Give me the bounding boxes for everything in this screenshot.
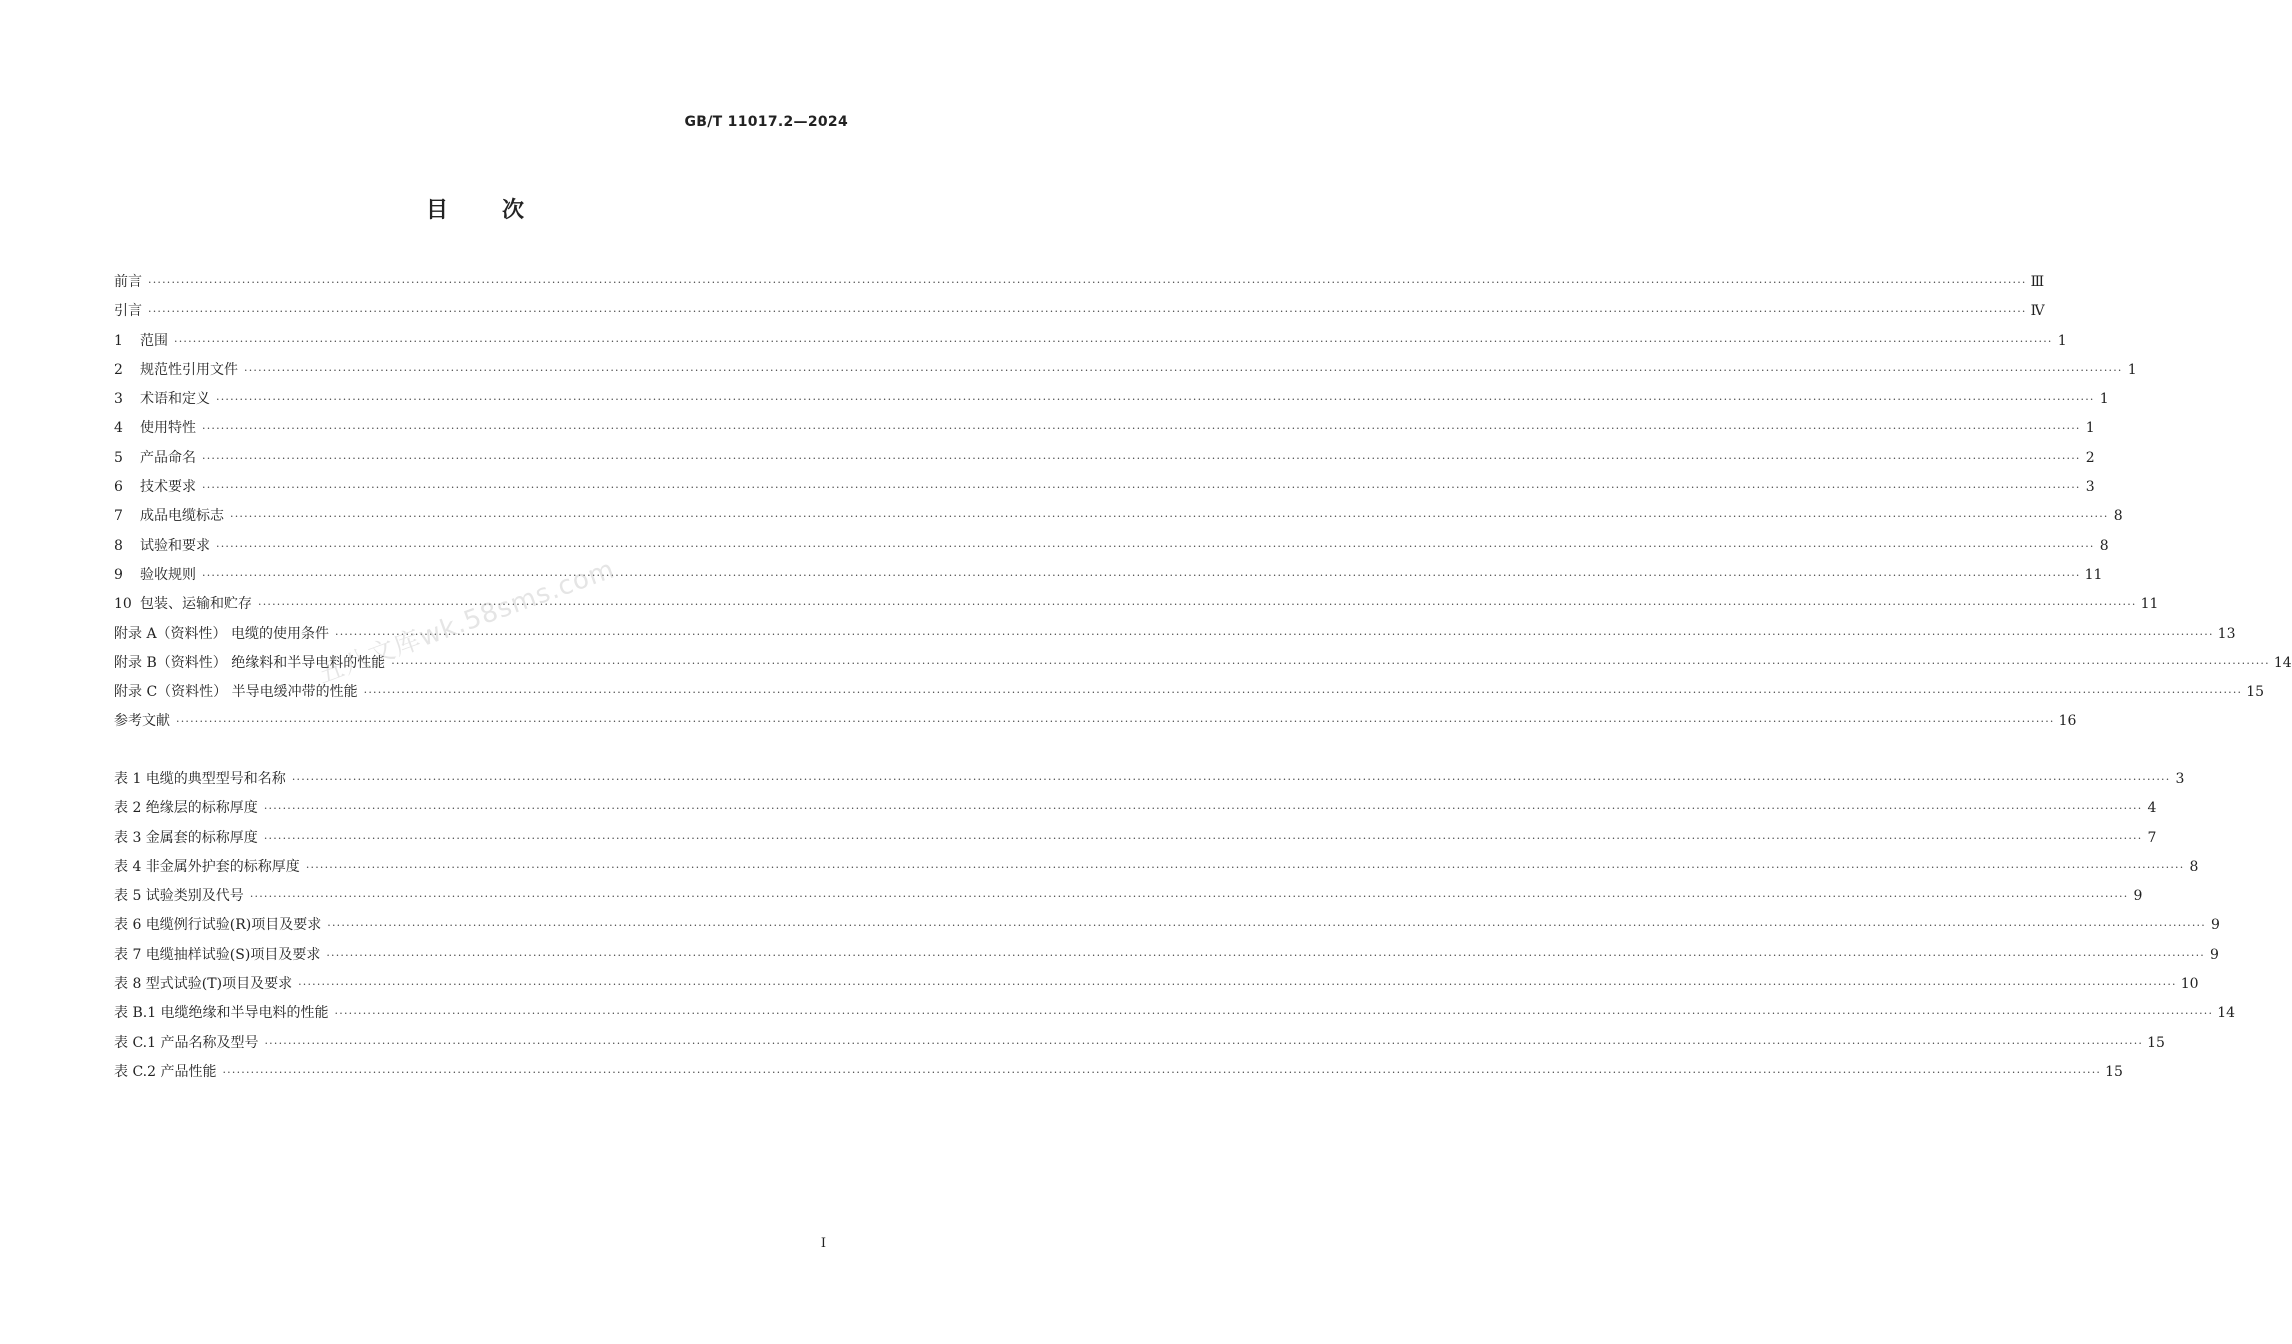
toc-entry[interactable] — [114, 710, 2077, 739]
toc-entry[interactable] — [114, 564, 2103, 593]
table-entry-title: 表 6 电缆例行试验(R)项目及要求 — [114, 917, 322, 934]
toc-entry[interactable] — [114, 271, 2045, 300]
toc-entry-title: 前言 — [114, 274, 142, 290]
dot-leader: ················································································································································································································································································································································································································ — [327, 919, 2206, 933]
table-entry-title: 表 5 试验类别及代号 — [114, 888, 244, 905]
toc-entry-title: 范围 — [140, 332, 168, 349]
toc-entry-title: 附录 C（资料性） 半导电缓冲带的性能 — [114, 684, 358, 701]
dot-leader: ················································································································································································································································································································································································································ — [148, 305, 2027, 319]
toc-entry[interactable] — [114, 535, 2109, 564]
dot-leader: ················································································································································································································································································································································································································ — [148, 276, 2027, 289]
toc-entry-number: 7 — [114, 508, 123, 525]
toc-entry-number: 2 — [114, 361, 123, 378]
toc-entry[interactable] — [114, 476, 2095, 505]
toc-entry-title: 产品命名 — [140, 449, 196, 466]
toc-entry-title: 术语和定义 — [140, 391, 210, 408]
dot-leader: ················································································································································································································································································································································································································ — [244, 363, 2123, 377]
toc-entry-title: 规范性引用文件 — [140, 361, 238, 378]
toc-entry-number: 1 — [114, 332, 123, 349]
toc-entry-number: 10 — [114, 596, 132, 613]
dot-leader: ················································································································································································································································································································································································································ — [264, 1036, 2144, 1050]
title-part-1: 目 — [425, 198, 448, 223]
toc-entry-number: 9 — [114, 566, 123, 583]
toc-page-number: 1 — [2057, 332, 2067, 349]
toc-entry-number: 5 — [114, 449, 123, 466]
table-list-entry[interactable] — [114, 797, 2157, 826]
toc-entry-title: 引言 — [114, 303, 142, 320]
toc-entry[interactable] — [114, 417, 2095, 446]
table-entry-title: 表 1 电缆的典型型号和名称 — [114, 771, 286, 787]
table-list-entry[interactable] — [114, 827, 2157, 856]
toc-entry[interactable] — [114, 330, 2067, 359]
toc-entry-number: 3 — [114, 391, 123, 408]
dot-leader: ················································································································································································································································································································································································································ — [263, 831, 2143, 845]
toc-page-number: 14 — [2273, 654, 2292, 671]
dot-leader: ················································································································································································································································································································································································································ — [202, 451, 2081, 465]
table-entry-title: 表 4 非金属外护套的标称厚度 — [114, 858, 300, 875]
list-of-tables — [114, 768, 2236, 1090]
toc-entry[interactable] — [114, 300, 2045, 329]
table-list-entry[interactable] — [114, 973, 2199, 1002]
toc-page-number: 15 — [2246, 684, 2265, 701]
table-entry-title: 表 8 型式试验(T)项目及要求 — [114, 976, 293, 993]
toc-entry-number: 6 — [114, 479, 123, 496]
toc-entry[interactable] — [114, 359, 2137, 388]
dot-leader: ················································································································································································································································································································································································································ — [222, 1065, 2102, 1079]
table-list-entry[interactable] — [114, 914, 2220, 943]
table-list-entry[interactable] — [114, 1032, 2165, 1061]
dot-leader: ················································································································································································································································································································································································································ — [391, 656, 2270, 670]
dot-leader: ················································································································································································································································································································································································································ — [335, 627, 2214, 641]
toc-page-number: 11 — [2084, 566, 2103, 583]
toc-page-number: 1 — [2127, 361, 2137, 378]
page-title — [0, 193, 950, 224]
dot-leader: ················································································································································································································································································································································································································ — [263, 802, 2143, 816]
toc-page-number: 15 — [2105, 1063, 2123, 1080]
dot-leader: ················································································································································································································································································································································································································ — [258, 598, 2137, 612]
dot-leader: ················································································································································································································································································································································································································ — [305, 860, 2185, 874]
toc-page-number: 13 — [2217, 625, 2236, 642]
dot-leader: ················································································································································································································································································································································································································ — [298, 978, 2177, 992]
toc-entry-title: 成品电缆标志 — [140, 508, 224, 525]
toc-entry-title: 包装、运输和贮存 — [140, 596, 252, 613]
toc-page-number: 15 — [2147, 1034, 2165, 1051]
dot-leader: ················································································································································································································································································································································································································ — [216, 539, 2095, 553]
dot-leader: ················································································································································································································································································································································································································ — [326, 948, 2205, 962]
dot-leader: ················································································································································································································································································································································································································ — [202, 422, 2081, 436]
table-of-contents — [114, 271, 2292, 740]
toc-entry-title: 使用特性 — [140, 420, 196, 437]
table-list-entry[interactable] — [114, 856, 2199, 885]
table-entry-title: 表 7 电缆抽样试验(S)项目及要求 — [114, 946, 321, 963]
toc-entry[interactable] — [114, 388, 2109, 417]
toc-page-number: 8 — [2113, 508, 2123, 525]
toc-entry[interactable] — [114, 505, 2123, 534]
table-list-entry[interactable] — [114, 768, 2185, 797]
toc-entry-title: 试验和要求 — [140, 537, 210, 554]
toc-entry-title: 技术要求 — [140, 479, 196, 496]
dot-leader: ················································································································································································································································································································································································································ — [216, 393, 2095, 407]
table-list-entry[interactable] — [114, 944, 2219, 973]
table-entry-title: 表 C.2 产品性能 — [114, 1063, 217, 1080]
toc-entry[interactable] — [114, 447, 2095, 476]
toc-entry-title: 验收规则 — [140, 566, 196, 583]
dot-leader: ················································································································································································································································································································································································································ — [174, 334, 2053, 348]
title-part-2: 次 — [502, 198, 525, 223]
toc-page-number: 9 — [2210, 946, 2219, 963]
toc-page-number: 7 — [2147, 829, 2157, 846]
toc-page-number: 3 — [2085, 479, 2095, 496]
toc-entry-title: 参考文献 — [114, 713, 170, 730]
toc-entry[interactable] — [114, 652, 2292, 681]
table-entry-title: 表 B.1 电缆绝缘和半导电料的性能 — [114, 1005, 329, 1022]
table-entry-title: 表 C.1 产品名称及型号 — [114, 1034, 259, 1051]
toc-page-number: 2 — [2085, 449, 2095, 466]
dot-leader: ················································································································································································································································································································································································································ — [249, 890, 2129, 904]
dot-leader: ················································································································································································································································································································································································································ — [363, 686, 2243, 700]
dot-leader: ················································································································································································································································································································································································································ — [291, 773, 2171, 786]
toc-page-number: 16 — [2058, 713, 2077, 730]
dot-leader: ················································································································································································································································································································································································································ — [334, 1007, 2214, 1021]
toc-page-number: 1 — [2085, 420, 2095, 437]
table-list-entry[interactable] — [114, 1061, 2123, 1090]
dot-leader: ················································································································································································································································································································································································································ — [202, 481, 2081, 495]
watermark: 五八文库wk.58sms.com — [313, 554, 619, 690]
dot-leader: ················································································································································································································································································································································································································ — [230, 510, 2109, 524]
toc-page-number: 8 — [2099, 537, 2109, 554]
dot-leader: ················································································································································································································································································································································································································ — [202, 568, 2081, 582]
toc-page-number: 10 — [2180, 976, 2199, 993]
toc-entry-number: 4 — [114, 420, 123, 437]
table-list-entry[interactable] — [114, 885, 2143, 914]
toc-entry[interactable] — [114, 681, 2265, 710]
toc-page-number: Ⅲ — [2030, 274, 2045, 290]
table-entry-title: 表 3 金属套的标称厚度 — [114, 829, 258, 846]
toc-page-number: 8 — [2189, 858, 2199, 875]
toc-entry-title: 附录 A（资料性） 电缆的使用条件 — [114, 625, 330, 642]
dot-leader: ················································································································································································································································································································································································································ — [176, 715, 2055, 729]
toc-entry-title: 附录 B（资料性） 绝缘料和半导电料的性能 — [114, 654, 386, 671]
table-entry-title: 表 2 绝缘层的标称厚度 — [114, 800, 258, 817]
toc-page-number: 9 — [2133, 888, 2143, 905]
toc-page-number: 1 — [2099, 391, 2109, 408]
toc-page-number: 9 — [2211, 917, 2220, 934]
toc-page-number: 4 — [2147, 800, 2157, 817]
toc-entry-number: 8 — [114, 537, 123, 554]
standard-code: GB/T 11017.2—2024 — [684, 114, 848, 130]
toc-page-number: 14 — [2217, 1005, 2236, 1022]
toc-page-number: 11 — [2140, 596, 2159, 613]
table-list-entry[interactable] — [114, 1002, 2236, 1031]
toc-page-number: Ⅳ — [2030, 303, 2045, 320]
page-number: I — [820, 1236, 826, 1251]
toc-page-number: 3 — [2175, 771, 2185, 787]
